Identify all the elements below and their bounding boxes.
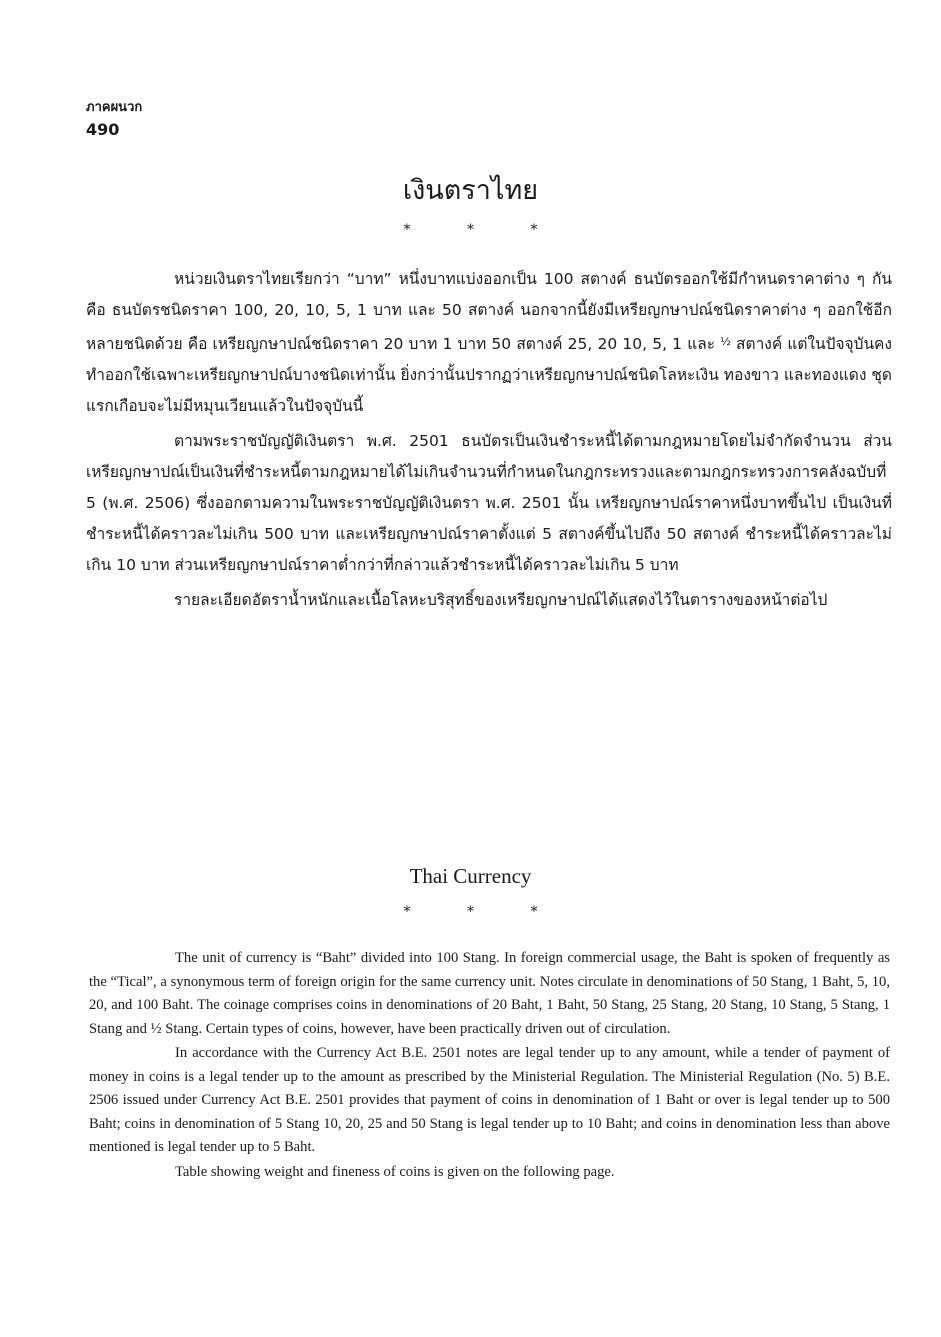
english-body bbox=[89, 947, 890, 1185]
english-paragraph-3: Table showing weight and fineness of coins is given on the following page. bbox=[175, 1163, 615, 1180]
section-label: ภาคผนวก bbox=[86, 100, 143, 115]
thai-paragraph-3: รายละเอียดอัตราน้ำหนักและเนื้อโลหะบริสุทธิ์ของเหรียญกษาปณ์ได้แสดงไว้ในตารางของหน้าต่อไป bbox=[174, 591, 828, 609]
thai-body bbox=[86, 264, 892, 620]
thai-title-stars: * * * bbox=[403, 222, 564, 238]
thai-paragraph-1-part-b: สตางค์ แต่ในปัจจุบันคงทำออกใช้เฉพาะเหรียญกษาปณ์บางชนิดเท่านั้น ยิ่งกว่านั้นปรากฏว่าเหรียญกษาปณ์ชนิดโลหะเงิน ทองขาว และทองแดง ชุดแรกเกือบจะไม่มีหมุนเวียนแล้วในปัจจุบันนี้ bbox=[86, 335, 892, 415]
page-number: 490 bbox=[86, 120, 120, 139]
half-fraction: ½ bbox=[720, 335, 731, 348]
english-paragraph-1: The unit of currency is “Baht” divided into 100 Stang. In foreign commercial usage, the Baht is spoken of frequently as the “Tical”, a synonymous term of foreign origin for the same currency unit. Notes circulate in denominations of 50 Stang, 1 Baht, 5, 10, 20, and 100 Baht. The coinage comprises coins in denominations of 20 Baht, 1 Baht, 50 Stang, 25 Stang, 20 Stang, 10 Stang, 5 Stang, 1 Stang and ½ Stang. Certain types of coins, however, have been practically driven out of circulation. bbox=[89, 950, 890, 1037]
thai-paragraph-1-part-a: หน่วยเงินตราไทยเรียกว่า “บาท” หนึ่งบาทแบ่งออกเป็น 100 สตางค์ ธนบัตรออกใช้มีกำหนดราคาต่าง ๆ กัน คือ ธนบัตรชนิดราคา 100, 20, 10, 5, 1 บาท และ 50 สตางค์ นอกจากนี้ยังมีเหรียญกษาปณ์ชนิดราคาต่าง ๆ ออกใช้อีกหลายชนิดด้วย คือ เหรียญกษาปณ์ชนิดราคา 20 บาท 1 บาท 50 สตางค์ 25, 20 10, 5, 1 และ bbox=[86, 270, 892, 353]
thai-paragraph-1 bbox=[86, 264, 892, 422]
english-paragraph-2: In accordance with the Currency Act B.E. 2501 notes are legal tender up to any amount, while a tender of payment of money in coins is a legal tender up to the amount as prescribed by the Ministerial Regulation. The Ministerial Regulation (No. 5) B.E. 2506 issued under Currency Act B.E. 2501 provides that payment of coins in denomination of 1 Baht or over is legal tender up to 500 Baht; coins in denomination of 5 Stang 10, 20, 25 and 50 Stang is legal tender up to 10 Baht; and coins in denomination less than above mentioned is legal tender up to 5 Baht. bbox=[89, 1045, 890, 1155]
english-title-stars: * * * bbox=[403, 904, 564, 920]
thai-title: เงินตราไทย bbox=[402, 175, 539, 206]
english-title: Thai Currency bbox=[409, 864, 532, 888]
thai-paragraph-2: ตามพระราชบัญญัติเงินตรา พ.ศ. 2501 ธนบัตรเป็นเงินชำระหนี้ได้ตามกฎหมายโดยไม่จำกัดจำนวน ส่วนเหรียญกษาปณ์เป็นเงินที่ชำระหนี้ตามกฎหมายได้ไม่เกินจำนวนที่กำหนดในกฎกระทรวงและตามกฎกระทรวงการคลังฉบับที่ 5 (พ.ศ. 2506) ซึ่งออกตามความในพระราชบัญญัติเงินตรา พ.ศ. 2501 นั้น เหรียญกษาปณ์ราคาหนึ่งบาทขึ้นไป เป็นเงินที่ชำระหนี้ได้คราวละไม่เกิน 500 บาท และเหรียญกษาปณ์ราคาตั้งแต่ 5 สตางค์ขึ้นไปถึง 50 สตางค์ ชำระหนี้ได้คราวละไม่เกิน 10 บาท ส่วนเหรียญกษาปณ์ราคาต่ำกว่าที่กล่าวแล้วชำระหนี้ได้คราวละไม่เกิน 5 บาท bbox=[86, 432, 892, 574]
